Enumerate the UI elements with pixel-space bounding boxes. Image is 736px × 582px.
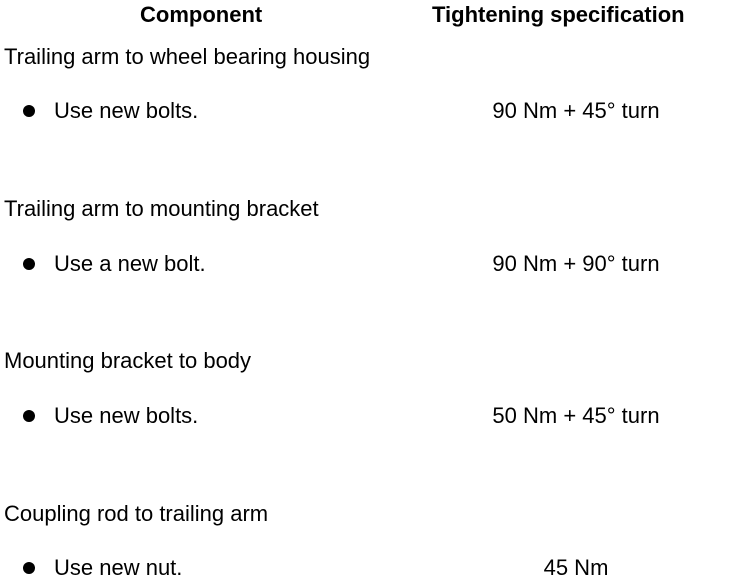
note-text: Use new bolts.: [54, 98, 199, 123]
component-label: Mounting bracket to body: [4, 348, 252, 373]
tightening-spec: 45 Nm: [543, 555, 609, 580]
bullet-icon: [23, 105, 35, 117]
component-label: Coupling rod to trailing arm: [4, 501, 269, 526]
note-text: Use new nut.: [54, 555, 183, 580]
column-header-specification: Tightening specification: [432, 2, 685, 27]
component-label: Trailing arm to wheel bearing housing: [4, 44, 371, 69]
list-item: [0, 98, 736, 124]
list-item: [0, 403, 736, 429]
bullet-icon: [23, 562, 35, 574]
tightening-spec: 50 Nm + 45° turn: [492, 403, 660, 428]
column-header-component: Component: [140, 2, 263, 27]
note-text: Use a new bolt.: [54, 251, 206, 276]
list-item: [0, 251, 736, 277]
bullet-icon: [23, 410, 35, 422]
list-item: [0, 555, 736, 581]
bullet-icon: [23, 258, 35, 270]
tightening-spec: 90 Nm + 45° turn: [492, 98, 660, 123]
tightening-spec: 90 Nm + 90° turn: [492, 251, 660, 276]
note-text: Use new bolts.: [54, 403, 199, 428]
component-label: Trailing arm to mounting bracket: [4, 196, 319, 221]
